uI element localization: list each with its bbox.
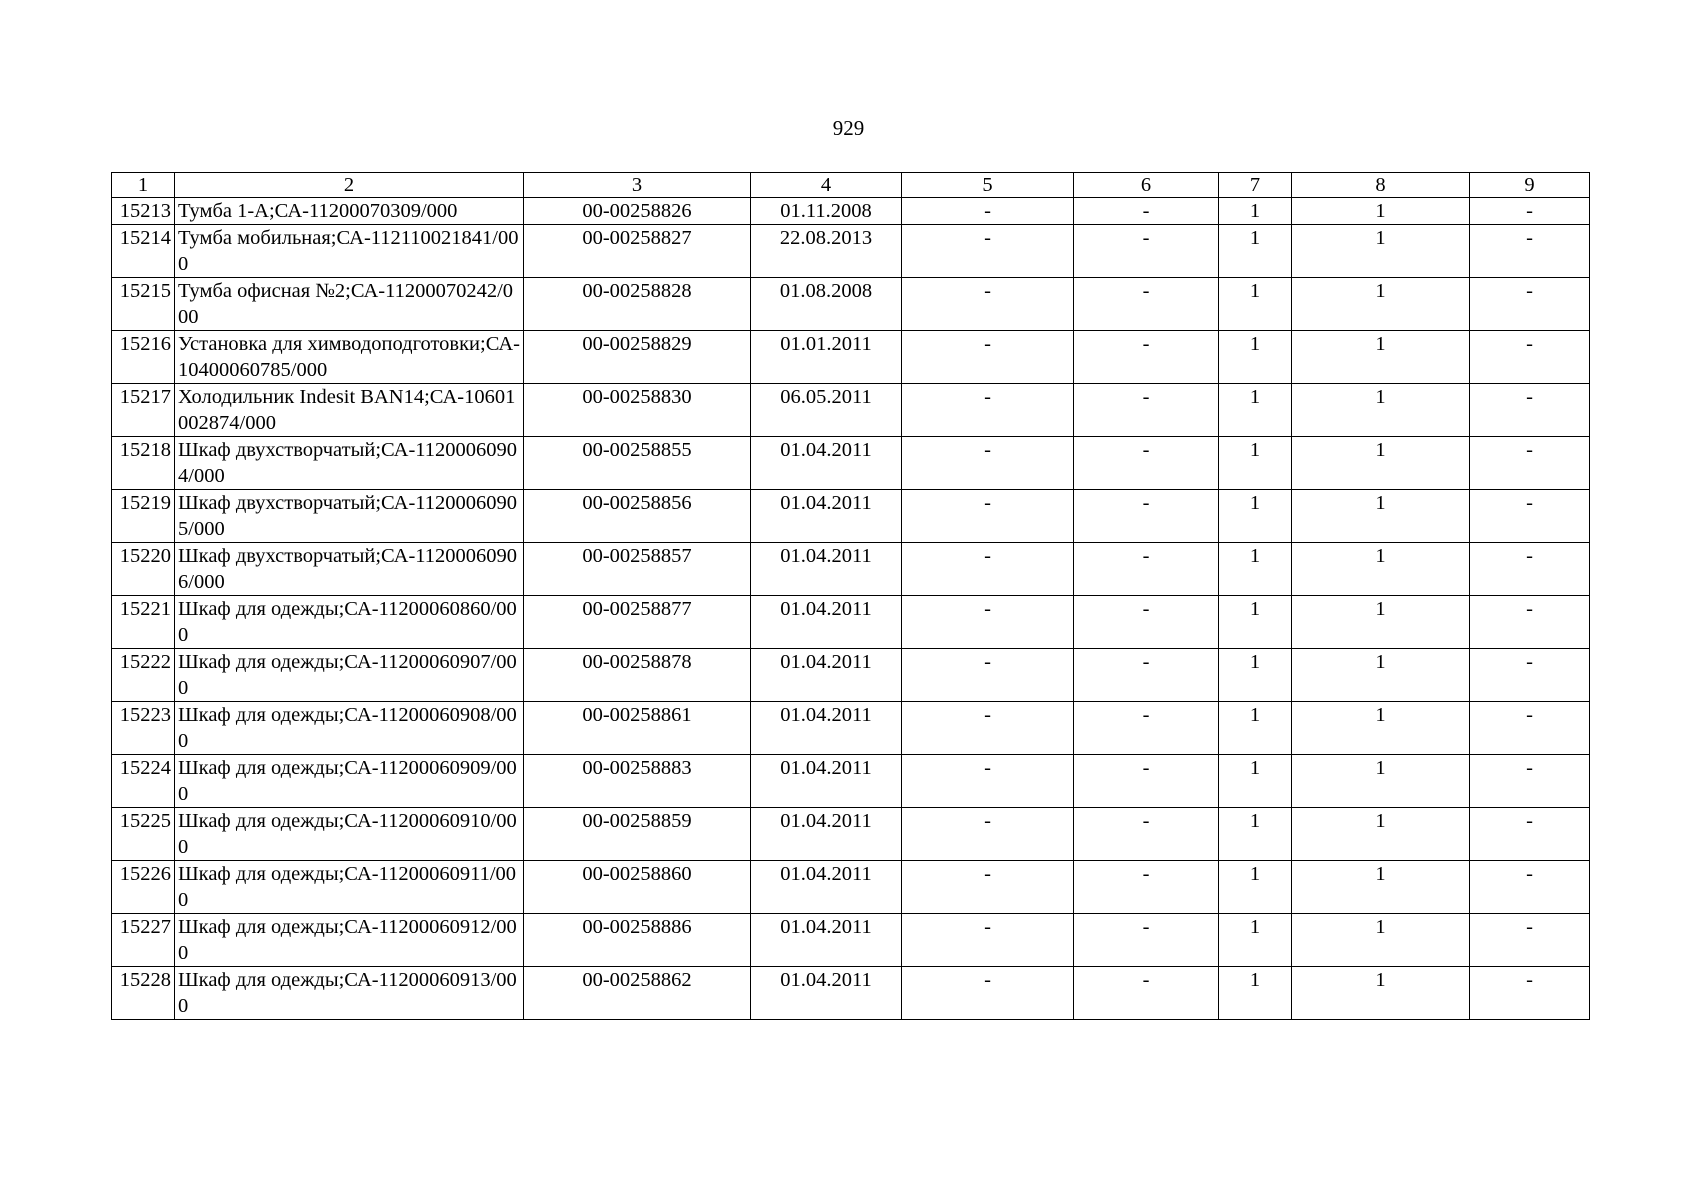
col-8-cell: 1 [1292, 331, 1470, 384]
table-row [112, 543, 1590, 596]
row-number-cell: 15218 [112, 437, 175, 490]
date-cell: 01.04.2011 [751, 914, 902, 967]
item-name-cell: Шкаф двухстворчатый;СА-11200060906/000 [175, 543, 524, 596]
col-9-cell: - [1470, 861, 1590, 914]
col-7-cell: 1 [1219, 543, 1292, 596]
col-8-cell: 1 [1292, 967, 1470, 1020]
col-9-cell: - [1470, 967, 1590, 1020]
inventory-code-cell: 00-00258856 [524, 490, 751, 543]
date-cell: 01.04.2011 [751, 808, 902, 861]
col-8-cell: 1 [1292, 384, 1470, 437]
col-7-cell: 1 [1219, 967, 1292, 1020]
table-row [112, 861, 1590, 914]
item-name-cell: Шкаф для одежды;СА-11200060908/000 [175, 702, 524, 755]
row-number-cell: 15220 [112, 543, 175, 596]
col-8-cell: 1 [1292, 702, 1470, 755]
date-cell: 01.04.2011 [751, 490, 902, 543]
item-name-cell: Шкаф для одежды;СА-11200060860/000 [175, 596, 524, 649]
col-6-cell: - [1074, 331, 1219, 384]
col-8-cell: 1 [1292, 596, 1470, 649]
col-5-cell: - [902, 967, 1074, 1020]
col-6-cell: - [1074, 543, 1219, 596]
row-number-cell: 15227 [112, 914, 175, 967]
col-8-cell: 1 [1292, 755, 1470, 808]
col-9-cell: - [1470, 384, 1590, 437]
col-5-cell: - [902, 278, 1074, 331]
column-header-6: 6 [1074, 173, 1219, 198]
table-row [112, 967, 1590, 1020]
column-header-2: 2 [175, 173, 524, 198]
col-7-cell: 1 [1219, 384, 1292, 437]
item-name-cell: Шкаф двухстворчатый;СА-11200060904/000 [175, 437, 524, 490]
col-7-cell: 1 [1219, 490, 1292, 543]
item-name-cell: Тумба офисная №2;СА-11200070242/000 [175, 278, 524, 331]
item-name-cell: Установка для химводоподготовки;СА-10400060785/000 [175, 331, 524, 384]
col-5-cell: - [902, 649, 1074, 702]
col-5-cell: - [902, 808, 1074, 861]
col-9-cell: - [1470, 490, 1590, 543]
col-6-cell: - [1074, 198, 1219, 225]
col-6-cell: - [1074, 755, 1219, 808]
row-number-cell: 15228 [112, 967, 175, 1020]
col-7-cell: 1 [1219, 755, 1292, 808]
col-7-cell: 1 [1219, 331, 1292, 384]
row-number-cell: 15214 [112, 225, 175, 278]
inventory-code-cell: 00-00258878 [524, 649, 751, 702]
col-6-cell: - [1074, 649, 1219, 702]
date-cell: 01.04.2011 [751, 861, 902, 914]
col-7-cell: 1 [1219, 702, 1292, 755]
row-number-cell: 15222 [112, 649, 175, 702]
col-7-cell: 1 [1219, 861, 1292, 914]
col-9-cell: - [1470, 437, 1590, 490]
row-number-cell: 15216 [112, 331, 175, 384]
col-5-cell: - [902, 596, 1074, 649]
table-row [112, 914, 1590, 967]
col-5-cell: - [902, 755, 1074, 808]
date-cell: 01.04.2011 [751, 702, 902, 755]
row-number-cell: 15224 [112, 755, 175, 808]
table-row [112, 490, 1590, 543]
date-cell: 01.04.2011 [751, 596, 902, 649]
col-6-cell: - [1074, 967, 1219, 1020]
col-9-cell: - [1470, 596, 1590, 649]
col-6-cell: - [1074, 596, 1219, 649]
date-cell: 01.04.2011 [751, 755, 902, 808]
col-5-cell: - [902, 861, 1074, 914]
column-header-1: 1 [112, 173, 175, 198]
inventory-code-cell: 00-00258855 [524, 437, 751, 490]
table-row [112, 198, 1590, 225]
date-cell: 01.04.2011 [751, 967, 902, 1020]
col-5-cell: - [902, 490, 1074, 543]
item-name-cell: Шкаф для одежды;СА-11200060913/000 [175, 967, 524, 1020]
col-7-cell: 1 [1219, 225, 1292, 278]
column-header-5: 5 [902, 173, 1074, 198]
date-cell: 01.01.2011 [751, 331, 902, 384]
col-6-cell: - [1074, 808, 1219, 861]
col-9-cell: - [1470, 331, 1590, 384]
col-7-cell: 1 [1219, 278, 1292, 331]
date-cell: 06.05.2011 [751, 384, 902, 437]
inventory-code-cell: 00-00258828 [524, 278, 751, 331]
table-row [112, 649, 1590, 702]
inventory-code-cell: 00-00258859 [524, 808, 751, 861]
col-7-cell: 1 [1219, 198, 1292, 225]
col-8-cell: 1 [1292, 225, 1470, 278]
col-9-cell: - [1470, 278, 1590, 331]
row-number-cell: 15217 [112, 384, 175, 437]
col-6-cell: - [1074, 278, 1219, 331]
row-number-cell: 15226 [112, 861, 175, 914]
col-7-cell: 1 [1219, 437, 1292, 490]
col-8-cell: 1 [1292, 914, 1470, 967]
col-5-cell: - [902, 437, 1074, 490]
col-6-cell: - [1074, 437, 1219, 490]
col-8-cell: 1 [1292, 278, 1470, 331]
item-name-cell: Тумба мобильная;СА-112110021841/000 [175, 225, 524, 278]
col-5-cell: - [902, 225, 1074, 278]
col-8-cell: 1 [1292, 649, 1470, 702]
item-name-cell: Холодильник Indesit BAN14;СА-10601002874/000 [175, 384, 524, 437]
inventory-code-cell: 00-00258860 [524, 861, 751, 914]
date-cell: 01.04.2011 [751, 649, 902, 702]
col-5-cell: - [902, 331, 1074, 384]
inventory-code-cell: 00-00258857 [524, 543, 751, 596]
table-row [112, 331, 1590, 384]
col-7-cell: 1 [1219, 596, 1292, 649]
page-number: 929 [832, 116, 865, 140]
inventory-code-cell: 00-00258862 [524, 967, 751, 1020]
row-number-cell: 15215 [112, 278, 175, 331]
date-cell: 01.08.2008 [751, 278, 902, 331]
col-9-cell: - [1470, 755, 1590, 808]
table-header-row [112, 173, 1590, 198]
item-name-cell: Шкаф для одежды;СА-11200060912/000 [175, 914, 524, 967]
inventory-code-cell: 00-00258829 [524, 331, 751, 384]
inventory-code-cell: 00-00258877 [524, 596, 751, 649]
col-7-cell: 1 [1219, 808, 1292, 861]
row-number-cell: 15219 [112, 490, 175, 543]
inventory-code-cell: 00-00258861 [524, 702, 751, 755]
table-row [112, 808, 1590, 861]
inventory-table [111, 172, 1590, 1020]
date-cell: 01.04.2011 [751, 543, 902, 596]
col-5-cell: - [902, 198, 1074, 225]
item-name-cell: Шкаф для одежды;СА-11200060907/000 [175, 649, 524, 702]
col-5-cell: - [902, 914, 1074, 967]
col-8-cell: 1 [1292, 198, 1470, 225]
col-9-cell: - [1470, 225, 1590, 278]
date-cell: 01.04.2011 [751, 437, 902, 490]
inventory-code-cell: 00-00258886 [524, 914, 751, 967]
col-8-cell: 1 [1292, 861, 1470, 914]
col-5-cell: - [902, 702, 1074, 755]
col-9-cell: - [1470, 914, 1590, 967]
col-6-cell: - [1074, 861, 1219, 914]
col-9-cell: - [1470, 702, 1590, 755]
table-row [112, 596, 1590, 649]
col-6-cell: - [1074, 225, 1219, 278]
col-6-cell: - [1074, 384, 1219, 437]
inventory-code-cell: 00-00258883 [524, 755, 751, 808]
col-8-cell: 1 [1292, 437, 1470, 490]
inventory-code-cell: 00-00258830 [524, 384, 751, 437]
col-7-cell: 1 [1219, 649, 1292, 702]
item-name-cell: Шкаф для одежды;СА-11200060910/000 [175, 808, 524, 861]
row-number-cell: 15221 [112, 596, 175, 649]
date-cell: 01.11.2008 [751, 198, 902, 225]
item-name-cell: Шкаф двухстворчатый;СА-11200060905/000 [175, 490, 524, 543]
col-9-cell: - [1470, 543, 1590, 596]
col-8-cell: 1 [1292, 543, 1470, 596]
col-7-cell: 1 [1219, 914, 1292, 967]
table-row [112, 702, 1590, 755]
column-header-3: 3 [524, 173, 751, 198]
col-6-cell: - [1074, 490, 1219, 543]
row-number-cell: 15213 [112, 198, 175, 225]
col-6-cell: - [1074, 914, 1219, 967]
inventory-code-cell: 00-00258826 [524, 198, 751, 225]
column-header-4: 4 [751, 173, 902, 198]
item-name-cell: Тумба 1-А;СА-11200070309/000 [175, 198, 524, 225]
row-number-cell: 15225 [112, 808, 175, 861]
row-number-cell: 15223 [112, 702, 175, 755]
item-name-cell: Шкаф для одежды;СА-11200060911/000 [175, 861, 524, 914]
column-header-8: 8 [1292, 173, 1470, 198]
inventory-code-cell: 00-00258827 [524, 225, 751, 278]
col-8-cell: 1 [1292, 490, 1470, 543]
table-row [112, 755, 1590, 808]
date-cell: 22.08.2013 [751, 225, 902, 278]
table-row [112, 278, 1590, 331]
column-header-9: 9 [1470, 173, 1590, 198]
item-name-cell: Шкаф для одежды;СА-11200060909/000 [175, 755, 524, 808]
col-5-cell: - [902, 384, 1074, 437]
col-9-cell: - [1470, 649, 1590, 702]
col-9-cell: - [1470, 808, 1590, 861]
col-6-cell: - [1074, 702, 1219, 755]
table-row [112, 225, 1590, 278]
table-row [112, 437, 1590, 490]
column-header-7: 7 [1219, 173, 1292, 198]
table-row [112, 384, 1590, 437]
col-5-cell: - [902, 543, 1074, 596]
col-8-cell: 1 [1292, 808, 1470, 861]
col-9-cell: - [1470, 198, 1590, 225]
